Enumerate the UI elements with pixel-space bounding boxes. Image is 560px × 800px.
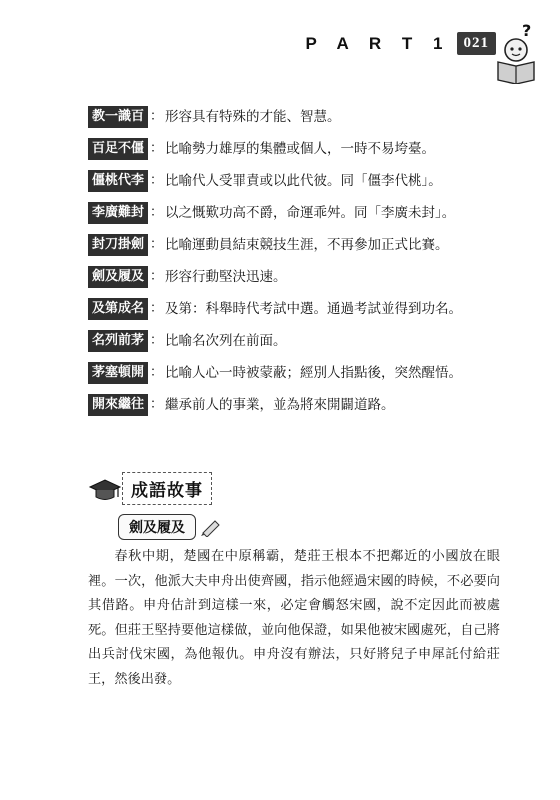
- list-item: [88, 362, 498, 385]
- colon: ：: [150, 301, 164, 316]
- idiom-definition: 比喻代人受罪責或以此代彼。同「僵李代桃」。: [165, 173, 442, 189]
- story-section-header: [88, 472, 212, 505]
- page-header: [305, 32, 496, 55]
- list-item: [88, 202, 498, 225]
- idiom-term: 名列前茅: [88, 330, 148, 352]
- idiom-definition: 形容具有特殊的才能、智慧。: [165, 109, 341, 125]
- list-item: [88, 298, 498, 321]
- colon: ：: [150, 333, 164, 348]
- idiom-definition: 繼承前人的事業，並為將來開闢道路。: [165, 397, 395, 413]
- colon: ：: [150, 109, 164, 124]
- story-subtitle-row: [118, 514, 222, 540]
- idiom-definition: 比喻勢力雄厚的集體或個人，一時不易垮臺。: [165, 141, 436, 157]
- idiom-term: 教一識百: [88, 106, 148, 128]
- colon: ：: [150, 365, 164, 380]
- idiom-definition: 比喻人心一時被蒙蔽；經別人指點後，突然醒悟。: [165, 365, 463, 381]
- idiom-term: 僵桃代李: [88, 170, 148, 192]
- idiom-definition: 及第：科舉時代考試中選。通過考試並得到功名。: [165, 301, 463, 317]
- list-item: [88, 106, 498, 129]
- book-mascot-icon: [492, 22, 540, 84]
- idiom-term: 開來繼往: [88, 394, 148, 416]
- colon: ：: [150, 237, 164, 252]
- idiom-term: 劍及履及: [88, 266, 148, 288]
- colon: ：: [150, 173, 164, 188]
- colon: ：: [150, 269, 164, 284]
- list-item: [88, 138, 498, 161]
- list-item: [88, 266, 498, 289]
- page-number: 021: [457, 32, 497, 55]
- list-item: [88, 330, 498, 353]
- idiom-list: [88, 106, 498, 426]
- part-label: P A R T 1: [305, 33, 451, 53]
- idiom-definition: 形容行動堅決迅速。: [165, 269, 287, 285]
- svg-text:?: ?: [522, 22, 532, 40]
- idiom-definition: 以之慨歎功高不爵，命運乖舛。同「李廣未封」。: [165, 205, 456, 221]
- story-subtitle: 劍及履及: [118, 514, 196, 540]
- list-item: [88, 170, 498, 193]
- list-item: [88, 394, 498, 417]
- colon: ：: [150, 205, 164, 220]
- pencil-icon: [200, 517, 222, 537]
- idiom-term: 李廣難封: [88, 202, 148, 224]
- idiom-term: 百足不僵: [88, 138, 148, 160]
- colon: ：: [150, 397, 164, 412]
- idiom-term: 封刀掛劍: [88, 234, 148, 256]
- idiom-definition: 比喻運動員結束競技生涯，不再參加正式比賽。: [165, 237, 449, 253]
- idiom-term: 茅塞頓開: [88, 362, 148, 384]
- list-item: [88, 234, 498, 257]
- story-body: 春秋中期，楚國在中原稱霸，楚莊王根本不把鄰近的小國放在眼裡。一次，他派大夫申舟出使齊國，指示他經過宋國的時候，不必要向其借路。申舟估計到這樣一來，必定會觸怒宋國，說不定因此而被處死。但莊王堅持要他這樣做，並向他保證，如果他被宋國處死，自己將出兵討伐宋國，為他報仇。申舟沒有辦法，只好將兒子申犀託付給莊王，然後出發。: [88, 549, 500, 687]
- graduation-cap-icon: [88, 475, 122, 503]
- idiom-definition: 比喻名次列在前面。: [165, 333, 287, 349]
- colon: ：: [150, 141, 164, 156]
- story-section-title: 成語故事: [122, 472, 212, 505]
- idiom-term: 及第成名: [88, 298, 148, 320]
